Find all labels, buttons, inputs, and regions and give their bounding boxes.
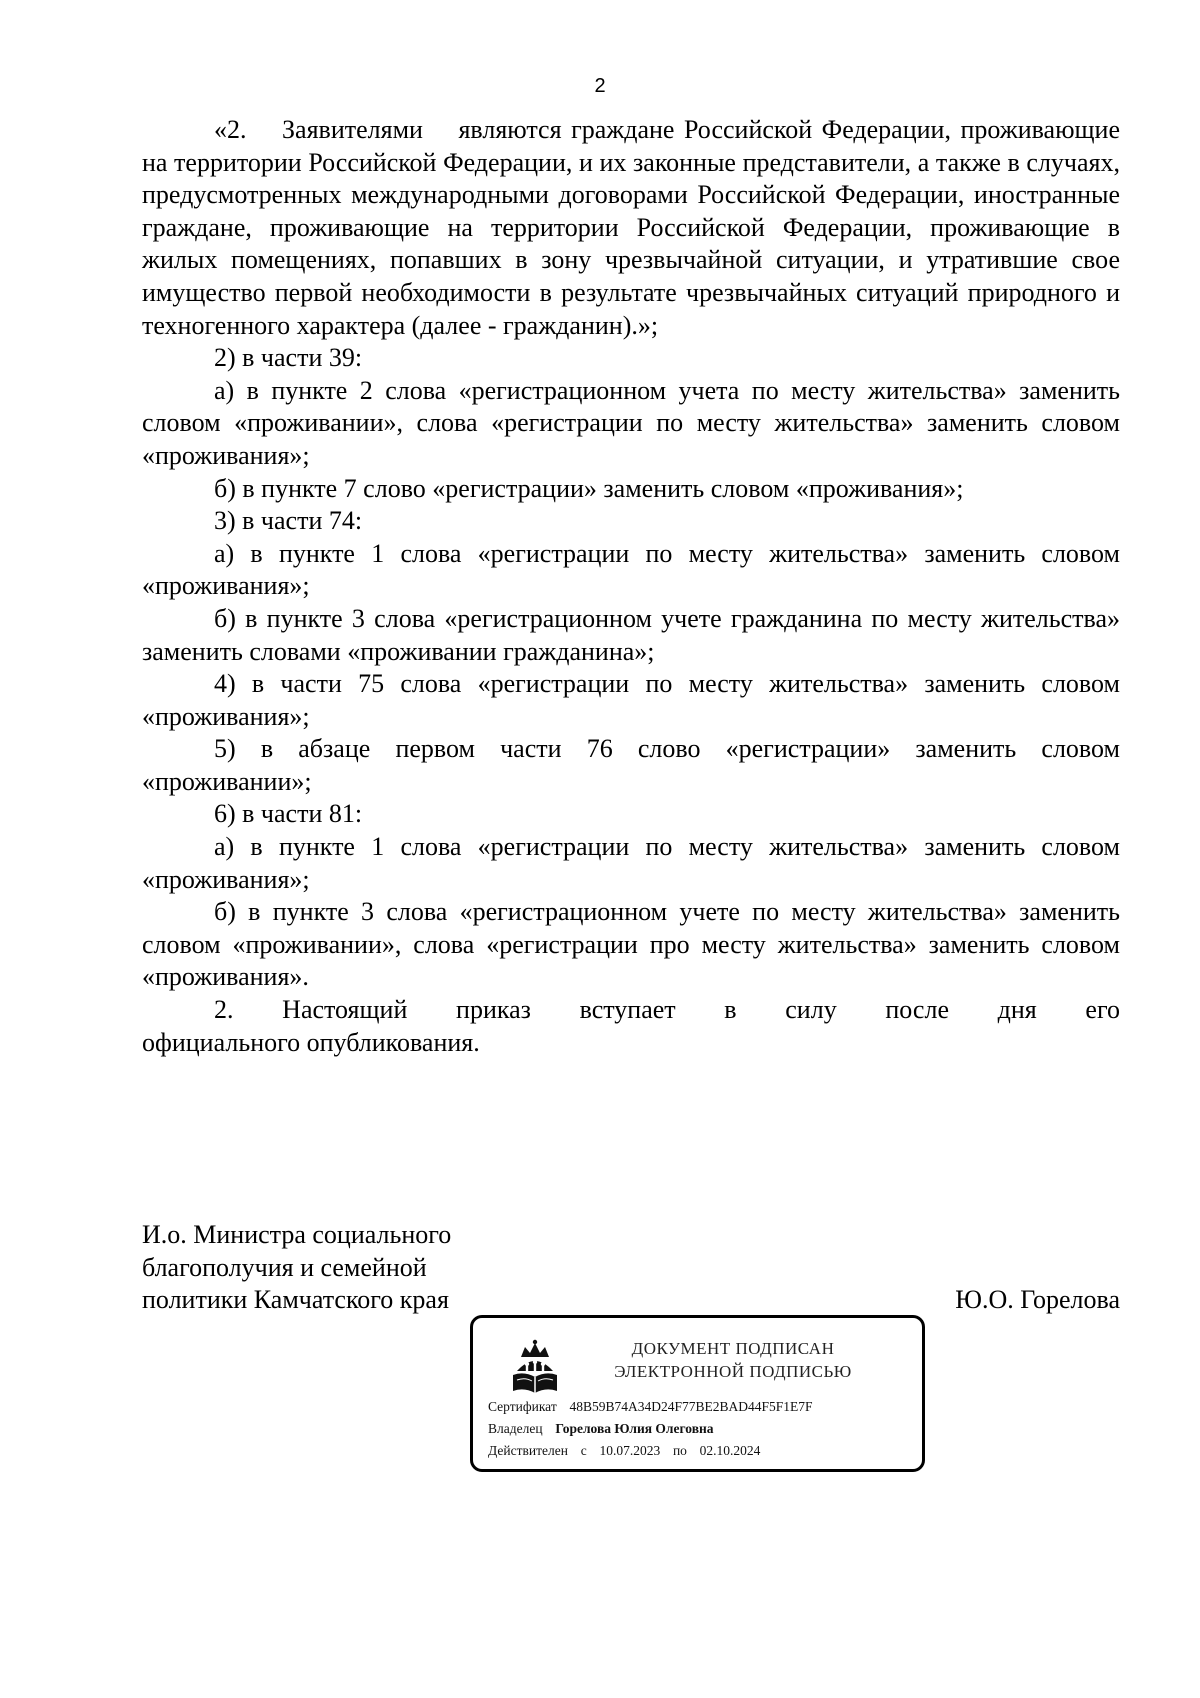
paragraph-part-74: 3) в части 74: bbox=[214, 506, 363, 536]
paragraph-part-74-a: а) в пункте 1 слова «регистрации по месту жительства» заменить словом «проживания»; bbox=[142, 538, 1120, 601]
signatory-title-line-1: И.о. Министра социального bbox=[142, 1220, 452, 1249]
signature-block bbox=[142, 1219, 1120, 1317]
paragraph-part-39: 2) в части 39: bbox=[214, 343, 363, 373]
signatory-title-line-3: политики Камчатского края bbox=[142, 1285, 449, 1315]
stamp-details bbox=[488, 1396, 918, 1462]
signatory-name: Ю.О. Горелова bbox=[955, 1285, 1120, 1315]
certificate-label: Сертификат bbox=[488, 1399, 557, 1414]
paragraph-effective-date: 2. Настоящий приказ вступает в силу после дня его официального опубликования. bbox=[142, 995, 1120, 1057]
validity-line bbox=[488, 1440, 918, 1462]
valid-from-label: с bbox=[580, 1443, 587, 1458]
stamp-heading-line-2: ЭЛЕКТРОННОЙ ПОДПИСЬЮ bbox=[614, 1362, 852, 1381]
valid-label: Действителен bbox=[488, 1443, 568, 1458]
coat-of-arms-icon bbox=[507, 1337, 563, 1397]
stamp-heading-line-1: ДОКУМЕНТ ПОДПИСАН bbox=[631, 1339, 835, 1358]
electronic-signature-stamp bbox=[470, 1315, 925, 1472]
owner-label: Владелец bbox=[488, 1421, 543, 1436]
owner-line bbox=[488, 1418, 918, 1440]
document-body bbox=[142, 114, 1120, 1059]
certificate-line bbox=[488, 1396, 918, 1418]
valid-to-label: по bbox=[672, 1443, 687, 1458]
paragraph-part-81: 6) в части 81: bbox=[214, 799, 363, 829]
paragraph-part-39-b: б) в пункте 7 слово «регистрации» заменить словом «проживания»; bbox=[214, 473, 964, 503]
stamp-heading bbox=[573, 1337, 893, 1383]
certificate-value: 48B59B74A34D24F77BE2BAD44F5F1E7F bbox=[569, 1399, 813, 1414]
paragraph-part-81-a: а) в пункте 1 слова «регистрации по месту жительства» заменить словом «проживания»; bbox=[142, 832, 1120, 894]
paragraph-part-81-b: б) в пункте 3 слова «регистрационном учете по месту жительства» заменить словом «проживании», слова «регистрации про месту жительства» заменить словом «проживания». bbox=[142, 897, 1120, 992]
paragraph-applicants: «2. Заявителями являются граждане Российской Федерации, проживающие на территории Российской Федерации, и их законные представители, а также в случаях, предусмотренных международными договорами Российской Федерации, иностранные граждане, проживающие на территории Российской Федерации, проживающие в жилых помещениях, попавших в зону чрезвычайной ситуации, и утратившие свое имущество первой необходимости в результате чрезвычайных ситуаций природного и техногенного характера (далее - гражданин).»; bbox=[142, 115, 1120, 340]
paragraph-part-74-b: б) в пункте 3 слова «регистрационном учете гражданина по месту жительства» заменить словами «проживании гражданина»; bbox=[142, 603, 1120, 666]
valid-from-date: 10.07.2023 bbox=[599, 1443, 661, 1458]
paragraph-part-39-a: а) в пункте 2 слова «регистрационном учета по месту жительства» заменить словом «проживании», слова «регистрации по месту жительства» заменить словом «проживания»; bbox=[142, 375, 1120, 470]
paragraph-part-75: 4) в части 75 слова «регистрации по месту жительства» заменить словом «проживания»; bbox=[142, 669, 1120, 731]
paragraph-part-76: 5) в абзаце первом части 76 слово «регистрации» заменить словом «проживании»; bbox=[142, 734, 1120, 796]
valid-to-date: 02.10.2024 bbox=[699, 1443, 761, 1458]
owner-value: Горелова Юлия Олеговна bbox=[555, 1421, 714, 1436]
signatory-title-line-2: благополучия и семейной bbox=[142, 1252, 427, 1282]
page-number: 2 bbox=[594, 75, 606, 97]
